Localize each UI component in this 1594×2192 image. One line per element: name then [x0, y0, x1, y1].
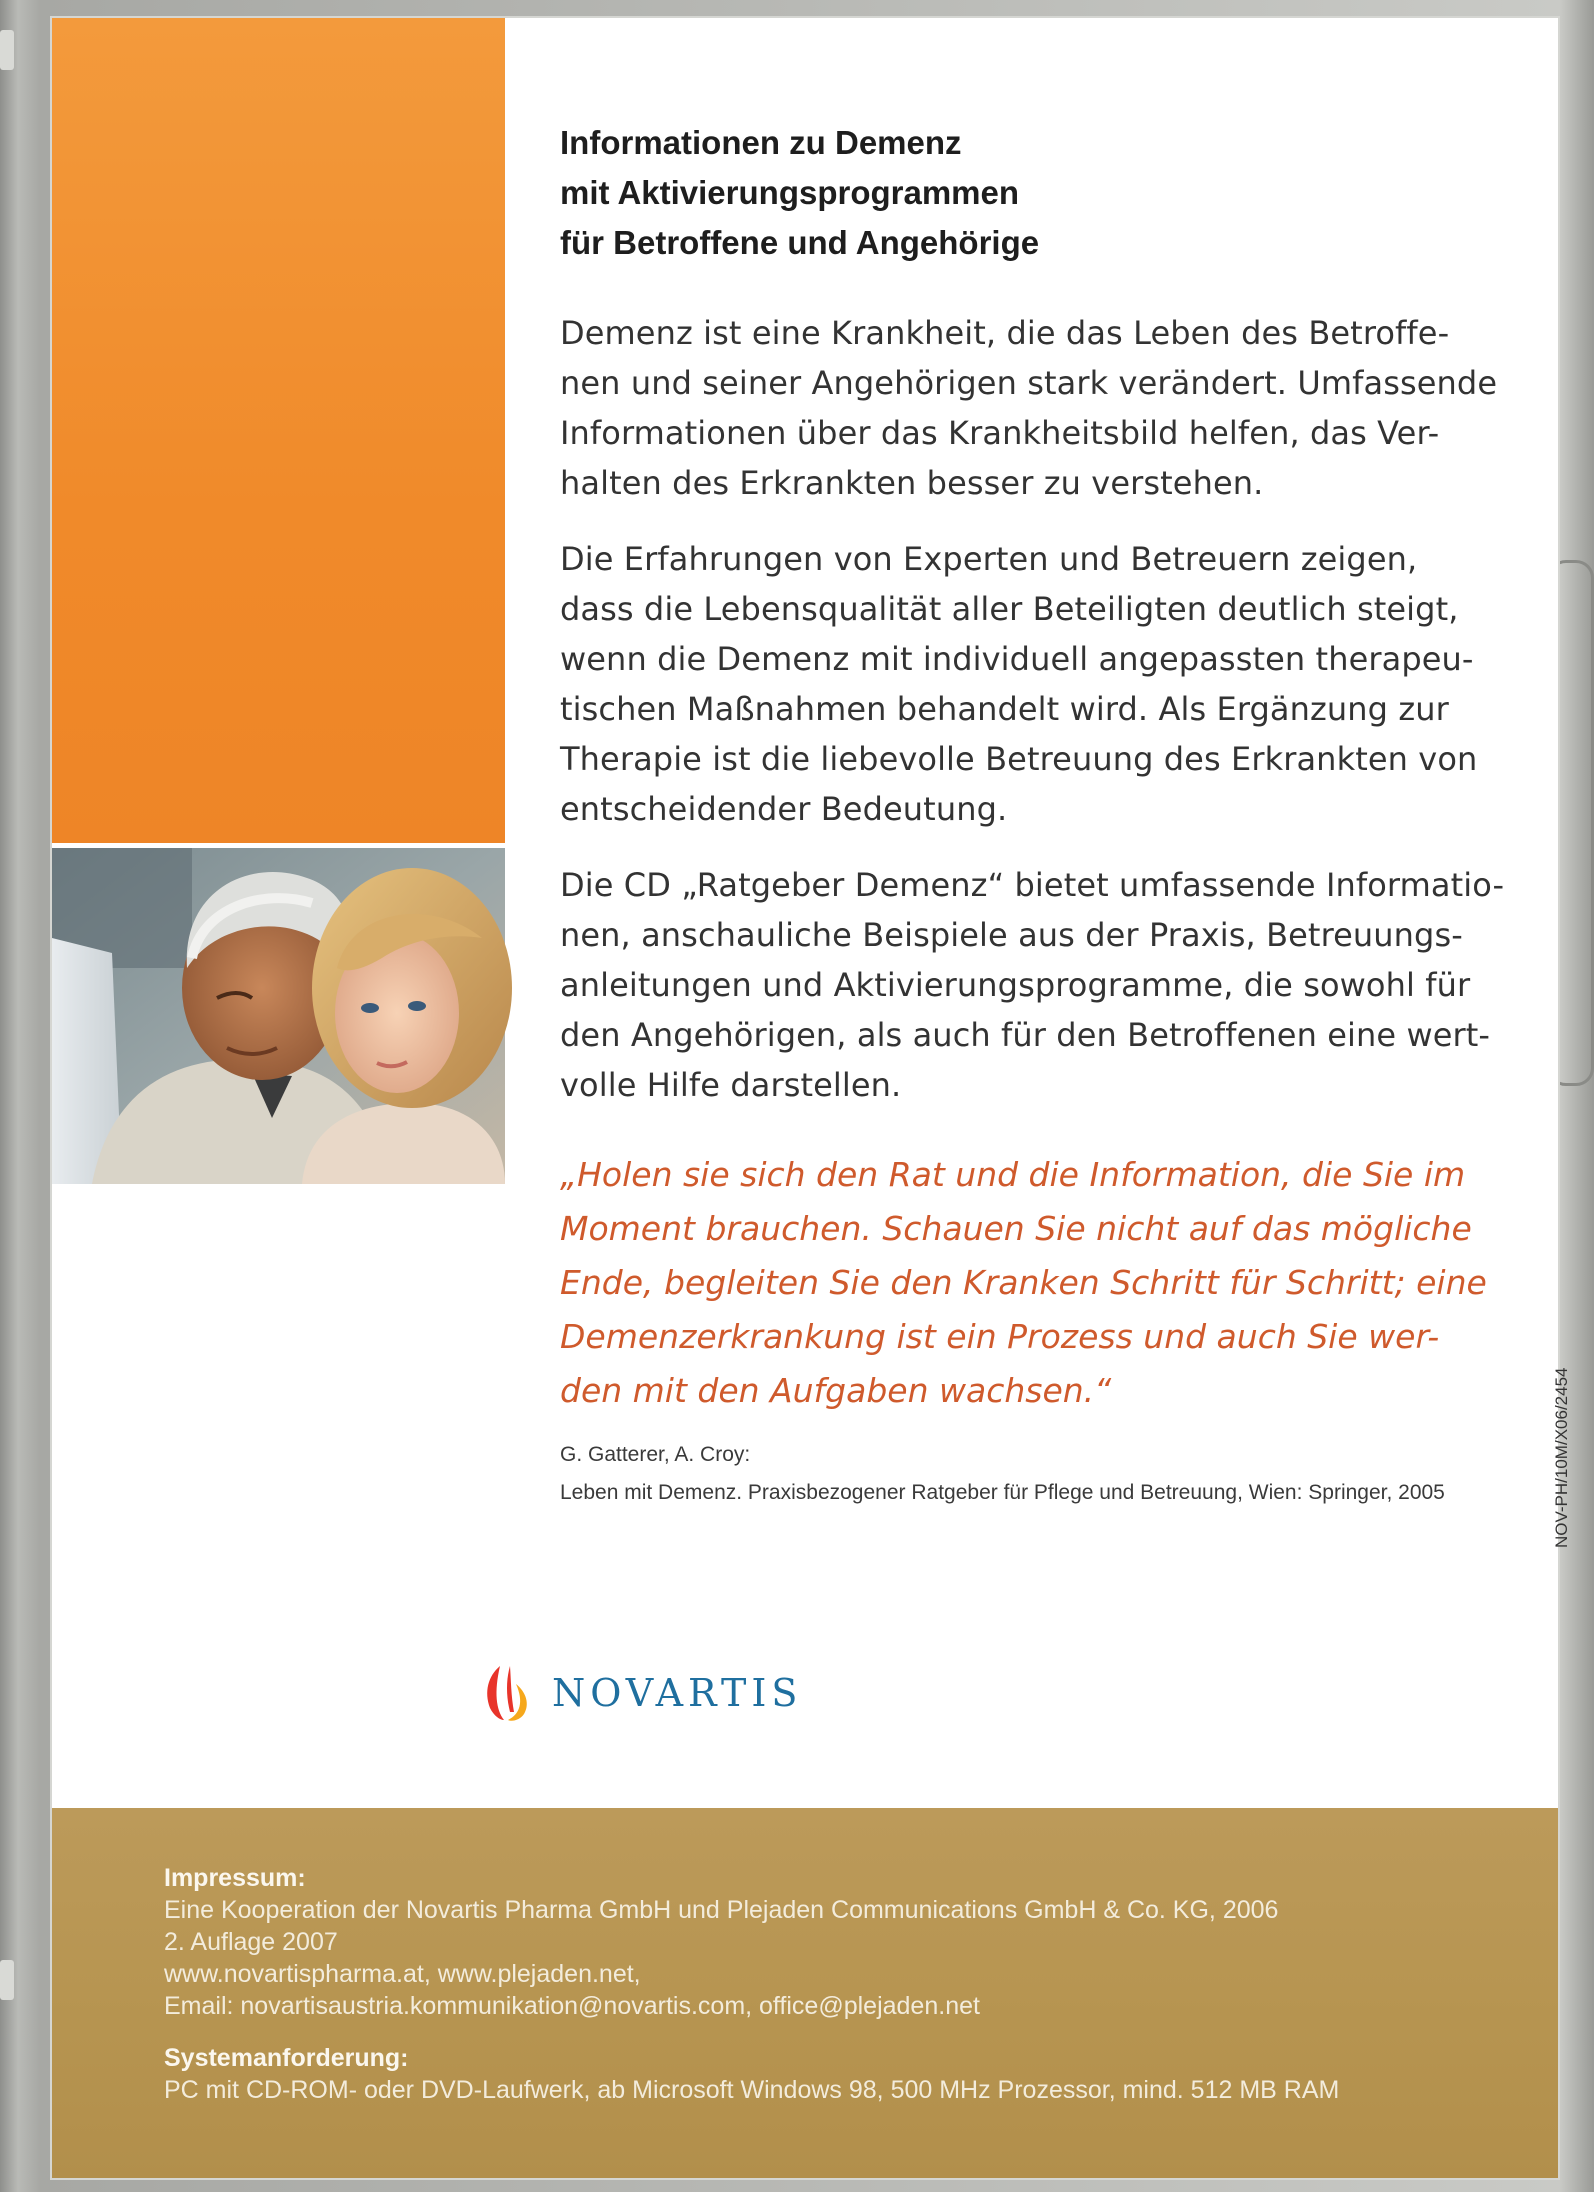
paragraph-line: volle Hilfe darstellen. [560, 1066, 902, 1104]
impressum-line: Eine Kooperation der Novartis Pharma GmbH und Plejaden Communications GmbH & Co. KG, 2006 [164, 1896, 1279, 1924]
paragraph-line: entscheidender Bedeutung. [560, 790, 1008, 828]
case-hinge-top [0, 30, 14, 70]
cd-description-paragraph [560, 860, 1520, 1110]
quote-line: „Holen sie sich den Rat und die Information, die Sie im [560, 1155, 1466, 1194]
paragraph-line: tischen Maßnahmen behandelt wird. Als Ergänzung zur [560, 690, 1449, 728]
paragraph-line: nen, anschauliche Beispiele aus der Praxis, Betreuungs- [560, 916, 1463, 954]
orange-color-block [52, 18, 505, 843]
quote-citation [560, 1436, 1520, 1512]
impressum-line: www.novartispharma.at, www.plejaden.net, [164, 1960, 641, 1988]
impressum-line: Email: novartisaustria.kommunikation@novartis.com, office@plejaden.net [164, 1992, 980, 2020]
paragraph-line: nen und seiner Angehörigen stark verändert. Umfassende [560, 364, 1498, 402]
experience-paragraph [560, 534, 1520, 834]
paragraph-line: anleitungen und Aktivierungsprogramme, die sowohl für [560, 966, 1471, 1004]
text-column [560, 118, 1520, 1512]
system-requirements-line: PC mit CD-ROM- oder DVD-Laufwerk, ab Microsoft Windows 98, 500 MHz Prozessor, mind. 512 MB RAM [164, 2076, 1340, 2104]
impressum-heading: Impressum: [164, 1864, 306, 1892]
novartis-wordmark: NOVARTIS [552, 1671, 803, 1715]
cd-inlay-card [52, 18, 1571, 2178]
impressum-band [52, 1808, 1558, 2178]
citation-authors: G. Gatterer, A. Croy: [560, 1443, 751, 1466]
paragraph-line: Demenz ist eine Krankheit, die das Leben des Betroffe- [560, 314, 1450, 352]
impressum-content [164, 1862, 1524, 2106]
title-line: mit Aktivierungsprogrammen [560, 174, 1020, 211]
spacer [164, 2022, 1524, 2042]
quote-block [560, 1148, 1520, 1418]
quote-line: Demenzerkrankung ist ein Prozess und auch Sie wer- [560, 1317, 1440, 1356]
paragraph-line: Therapie ist die liebevolle Betreuung des Erkrankten von [560, 740, 1478, 778]
case-hinge-bottom [0, 1960, 14, 2000]
paragraph-line: Die CD „Ratgeber Demenz“ bietet umfassende Informatio- [560, 866, 1505, 904]
paragraph-line: Die Erfahrungen von Experten und Betreuern zeigen, [560, 540, 1418, 578]
citation-source: Leben mit Demenz. Praxisbezogener Ratgeber für Pflege und Betreuung, Wien: Springer, 2005 [560, 1481, 1445, 1504]
photo-illustration [52, 848, 505, 1184]
paragraph-line: halten des Erkrankten besser zu verstehen. [560, 464, 1264, 502]
title-line: Informationen zu Demenz [560, 124, 962, 161]
paragraph-line: Informationen über das Krankheitsbild helfen, das Ver- [560, 414, 1440, 452]
paragraph-line: den Angehörigen, als auch für den Betroffenen eine wert- [560, 1016, 1491, 1054]
intro-paragraph [560, 308, 1520, 508]
paragraph-line: wenn die Demenz mit individuell angepassten therapeu- [560, 640, 1474, 678]
product-code: NOV-PH/10M/X06/2454 [1552, 1367, 1571, 1548]
novartis-flame-icon [480, 1662, 534, 1724]
page-title [560, 118, 1520, 268]
impressum-line: 2. Auflage 2007 [164, 1928, 338, 1956]
system-requirements-heading: Systemanforderung: [164, 2044, 409, 2072]
paragraph-line: dass die Lebensqualität aller Beteiligten deutlich steigt, [560, 590, 1459, 628]
quote-line: Ende, begleiten Sie den Kranken Schritt für Schritt; eine [560, 1263, 1487, 1302]
novartis-logo [480, 1658, 802, 1728]
title-line: für Betroffene und Angehörige [560, 224, 1040, 261]
quote-line: Moment brauchen. Schauen Sie nicht auf das mögliche [560, 1209, 1472, 1248]
photo-grandfather-and-girl [52, 848, 505, 1184]
quote-line: den mit den Aufgaben wachsen.“ [560, 1371, 1112, 1410]
